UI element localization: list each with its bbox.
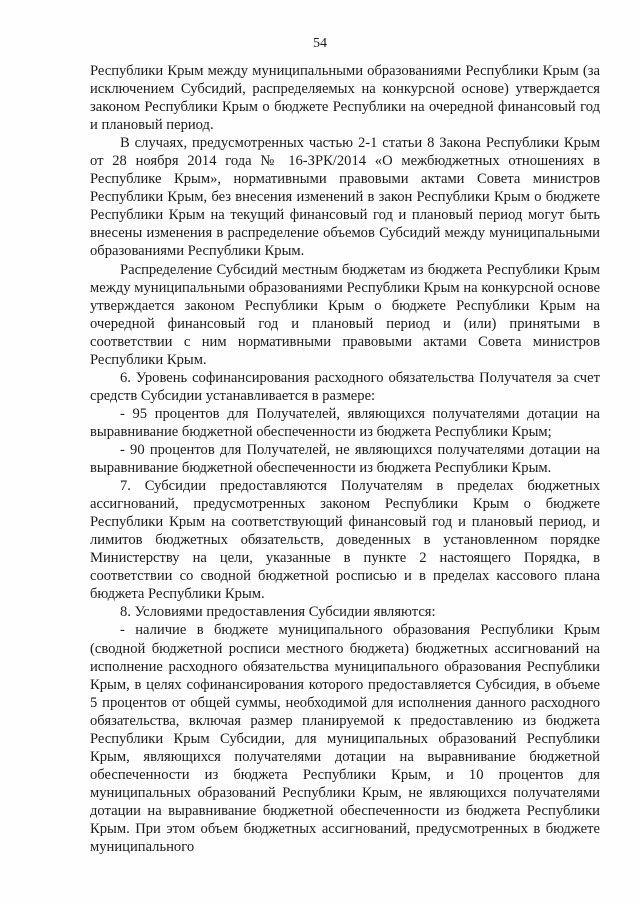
paragraph-clause-8: 8. Условиями предоставления Субсидии являются:	[120, 604, 436, 621]
paragraph-clause-7: 7. Субсидии предоставляются Получателям в пределах бюджетных ассигнований, предусмотренных законом Республики Крым о бюджете Республики Крым на соответствующий финансовый год и плановый период, и лимитов бюджетных обязательств, доведенных в установленном порядке Министерству на цели, указанные в пункте 2 настоящего Порядка, в соответствии со сводной бюджетной росписью и в пределах кассового плана бюджета Республики Крым.	[90, 478, 600, 603]
list-item-95-percent: - 95 процентов для Получателей, являющихся получателями дотации на выравнивание бюджетной обеспеченности из бюджета Республики Крым;	[90, 405, 600, 440]
page-number: 54	[313, 36, 327, 51]
paragraph-competitive-distribution: Распределение Субсидий местным бюджетам из бюджета Республики Крым между муниципальными образованиями Республики Крым на конкурсной основе утверждается законом Республики Крым о бюджете Республики Крым на очередной финансовый год и плановый период и (или) принятыми в соответствии с ним нормативными правовыми актами Совета министров Республики Крым.	[90, 261, 600, 368]
list-item-90-percent: - 90 процентов для Получателей, не являющихся получателями дотации на выравнивание бюджетной обеспеченности из бюджета Республики Крым.	[90, 441, 600, 477]
paragraph-clause-6: 6. Уровень софинансирования расходного обязательства Получателя за счет средств Субсидии устанавливается в размере:	[90, 369, 600, 404]
list-item-budget-allocation: - наличие в бюджете муниципального образования Республики Крым (сводной бюджетной росписи местного бюджета) бюджетных ассигнований на исполнение расходного обязательства муниципального образования Республики Крым, в целях софинансирования которого предоставляется Субсидия, в объеме 5 процентов от общей суммы, необходимой для исполнения данного расходного обязательства, включая размер планируемой к предоставлению из бюджета Республики Крым Субсидии, для муниципальных образований Республики Крым, являющихся получателями дотации на выравнивание бюджетной обеспеченности из бюджета Республики Крым, и 10 процентов для муниципальных образований Республики Крым, не являющихся получателями дотации на выравнивание бюджетной обеспеченности из бюджета Республики Крым. При этом объем бюджетных ассигнований, предусмотренных в бюджете муниципального	[90, 622, 600, 856]
paragraph-amendment-cases: В случаях, предусмотренных частью 2-1 статьи 8 Закона Республики Крым от 28 ноября 2014 года № 16-ЗРК/2014 «О межбюджетных отношениях в Республике Крым», нормативными правовыми актами Совета министров Республики Крым, без внесения изменений в закон Республики Крым о бюджете Республики Крым на текущий финансовый год и плановый период могут быть внесены изменения в распределение объемов Субсидий между муниципальными образованиями Республики Крым.	[90, 135, 600, 260]
paragraph-continuation: Республики Крым между муниципальными образованиями Республики Крым (за исключением Субсидий, распределяемых на конкурсной основе) утверждается законом Республики Крым о бюджете Республики на очередной финансовый год и плановый период.	[90, 63, 600, 134]
document-body	[90, 62, 600, 856]
